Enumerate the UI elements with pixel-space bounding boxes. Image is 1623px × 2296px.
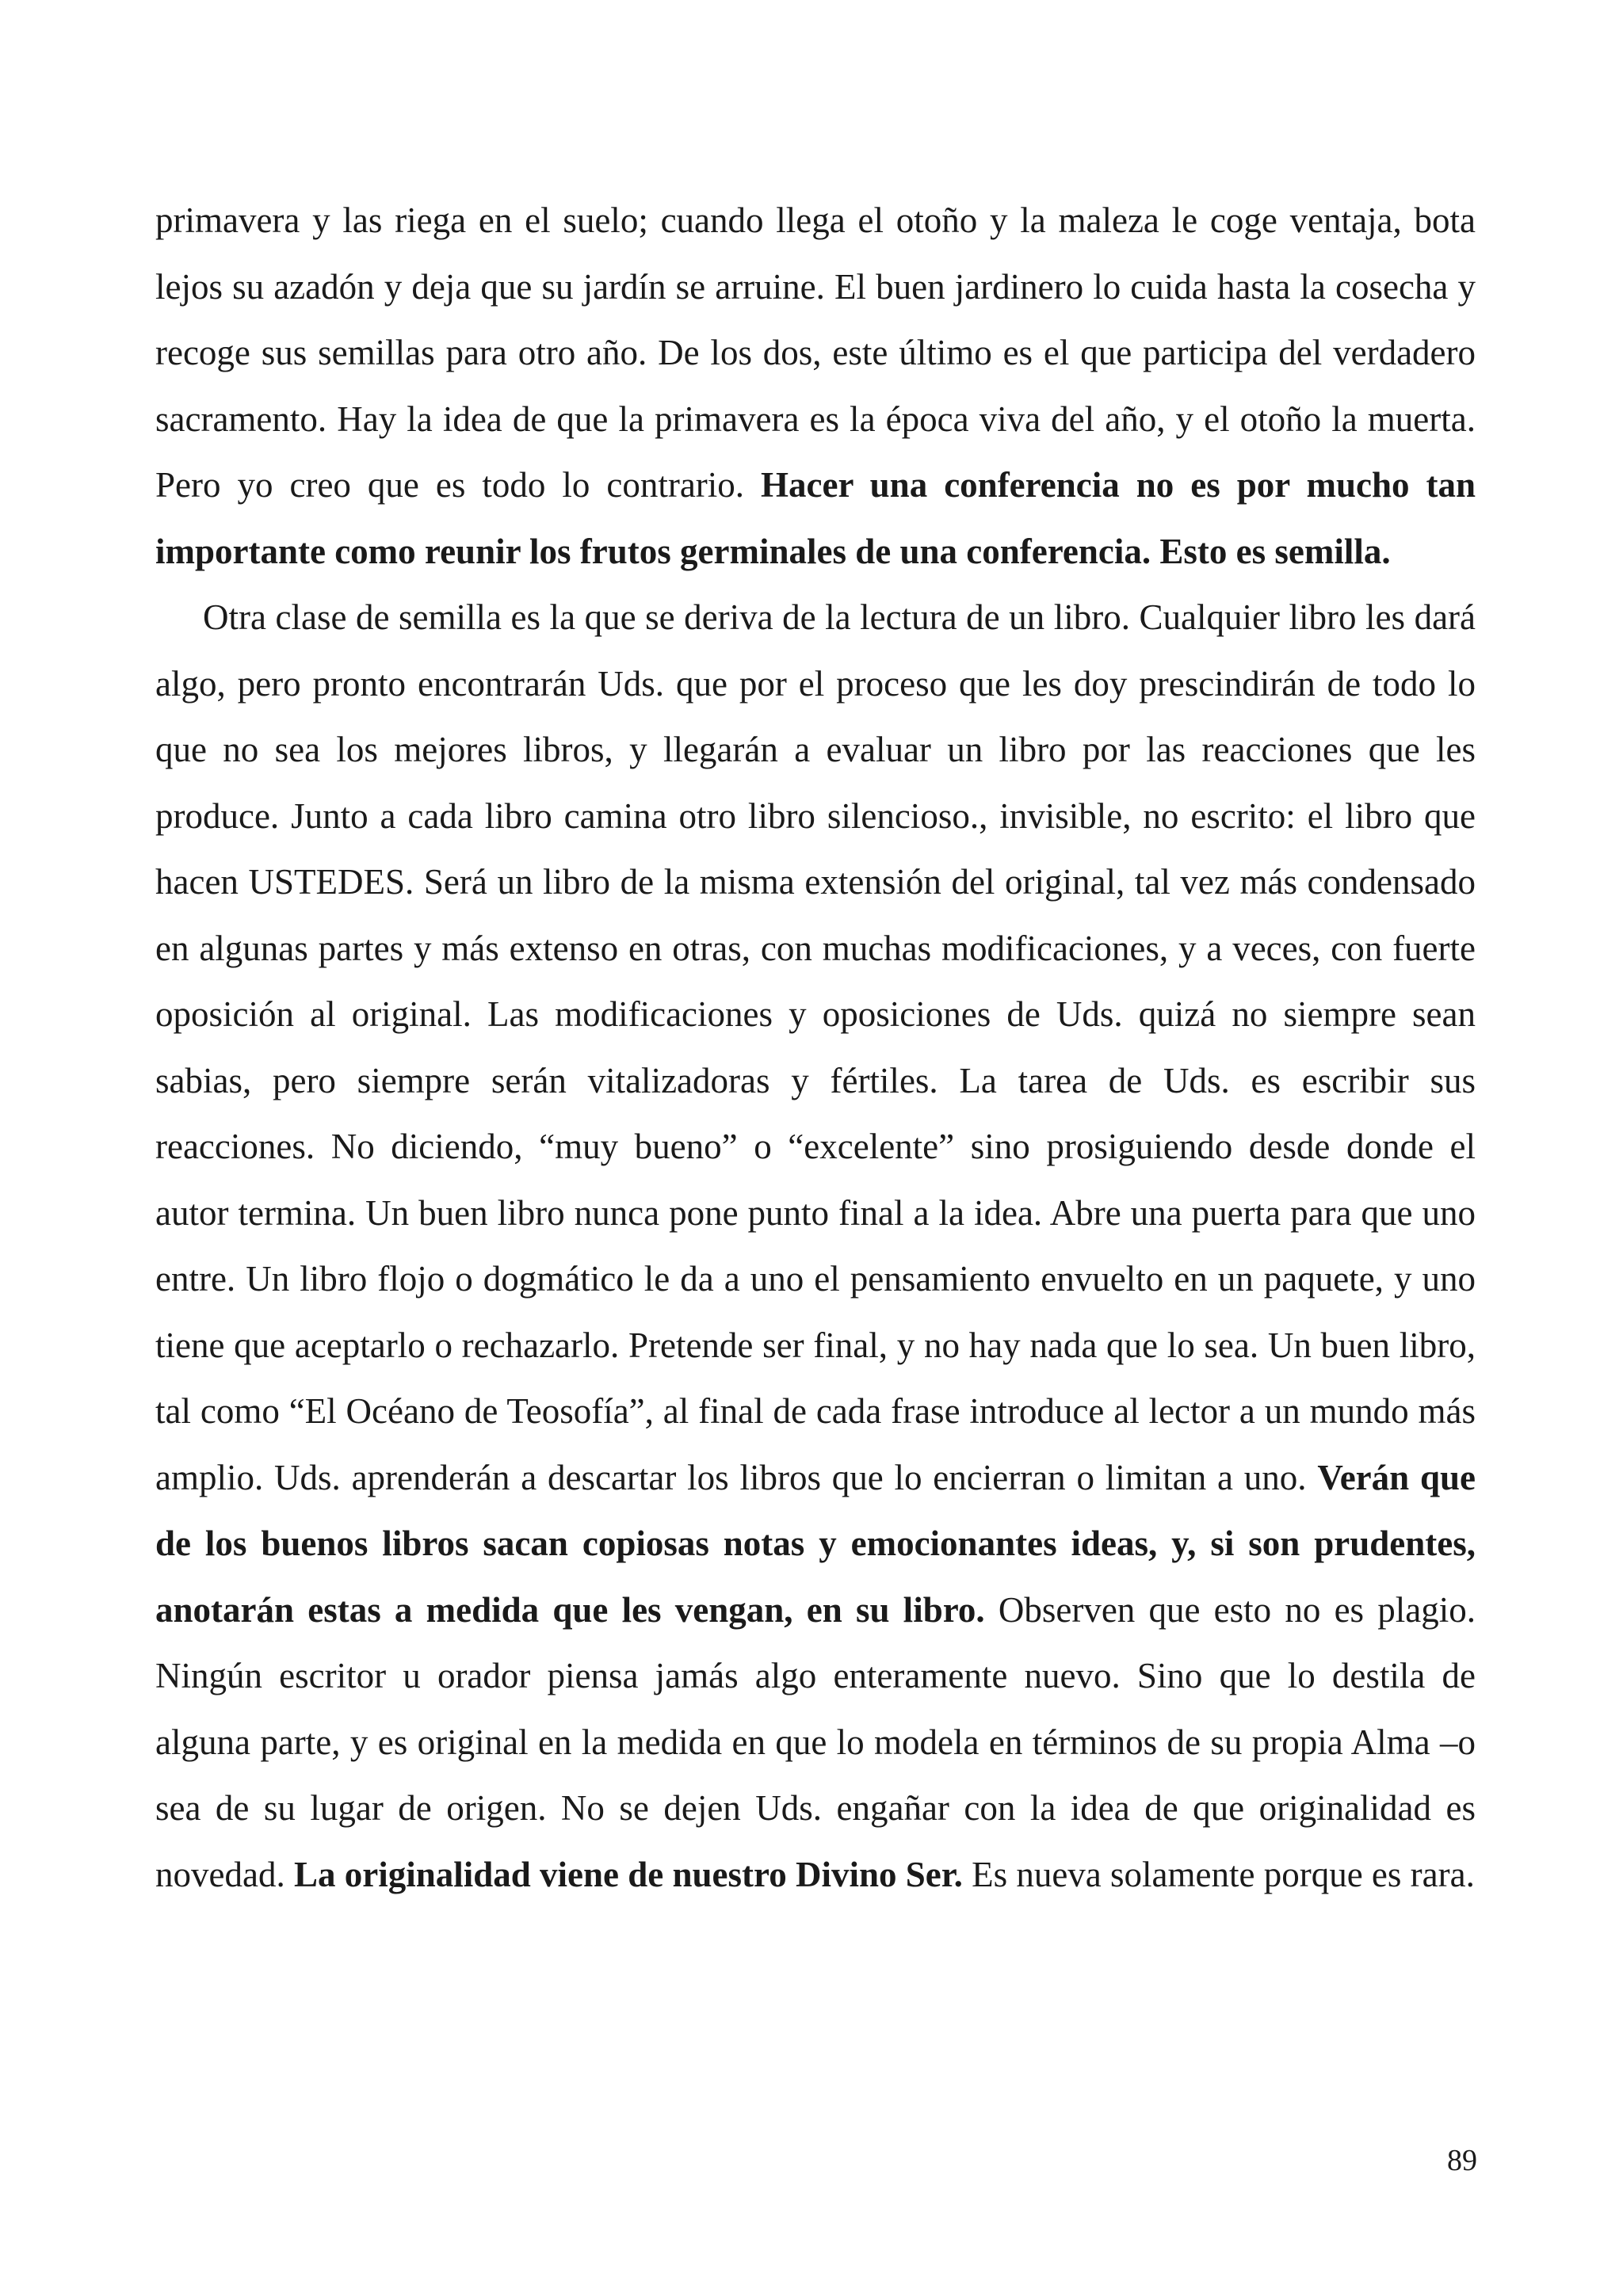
page-number: 89: [1447, 2144, 1477, 2177]
paragraph-2-bold-1: Verán que de los buenos libros sacan copiosas notas y emocionantes ideas, y, si son prudentes, anotarán estas a medida que les vengan, en su libro.: [155, 1457, 1476, 1630]
paragraph-2: [155, 585, 1476, 1908]
page-body: [155, 188, 1476, 1908]
paragraph-2-text-2: Observen que esto no es plagio. Ningún escritor u orador piensa jamás algo enteramente nuevo. Sino que lo destila de alguna parte, y es original en la medida en que lo modela en términos de su propia Alma –o sea de su lugar de origen. No se dejen Uds. engañar con la idea de que originalidad es novedad.: [155, 1589, 1476, 1894]
paragraph-1-text-1: primavera y las riega en el suelo; cuando llega el otoño y la maleza le coge ventaja, bota lejos su azadón y deja que su jardín se arruine. El buen jardinero lo cuida hasta la cosecha y recoge sus semillas para otro año. De los dos, este último es el que participa del verdadero sacramento. Hay la idea de que la primavera es la época viva del año, y el otoño la muerta. Pero yo creo que es todo lo contrario.: [155, 200, 1476, 505]
paragraph-1: [155, 188, 1476, 585]
paragraph-2-bold-2: La originalidad viene de nuestro Divino Ser.: [293, 1854, 963, 1894]
paragraph-1-bold-1: Hacer una conferencia no es por mucho tan importante como reunir los frutos germinales de una conferencia. Esto es semilla.: [155, 465, 1476, 571]
paragraph-2-text-3: Es nueva solamente porque es rara.: [962, 1854, 1475, 1894]
paragraph-2-text-1: Otra clase de semilla es la que se deriva de la lectura de un libro. Cualquier libro les dará algo, pero pronto encontrarán Uds. que por el proceso que les doy prescindirán de todo lo que no sea los mejores libros, y llegarán a evaluar un libro por las reacciones que les produce. Junto a cada libro camina otro libro silencioso., invisible, no escrito: el libro que hacen USTEDES. Será un libro de la misma extensión del original, tal vez más condensado en algunas partes y más extenso en otras, con muchas modificaciones, y a veces, con fuerte oposición al original. Las modificaciones y oposiciones de Uds. quizá no siempre sean sabias, pero siempre serán vitalizadoras y fértiles. La tarea de Uds. es escribir sus reacciones. No diciendo, “muy bueno” o “excelente” sino prosiguiendo desde donde el autor termina. Un buen libro nunca pone punto final a la idea. Abre una puerta para que uno entre. Un libro flojo o dogmático le da a uno el pensamiento envuelto en un paquete, y uno tiene que aceptarlo o rechazarlo. Pretende ser final, y no hay nada que lo sea. Un buen libro, tal como “El Océano de Teosofía”, al final de cada frase introduce al lector a un mundo más amplio. Uds. aprenderán a descartar los libros que lo encierran o limitan a uno.: [155, 597, 1476, 1497]
